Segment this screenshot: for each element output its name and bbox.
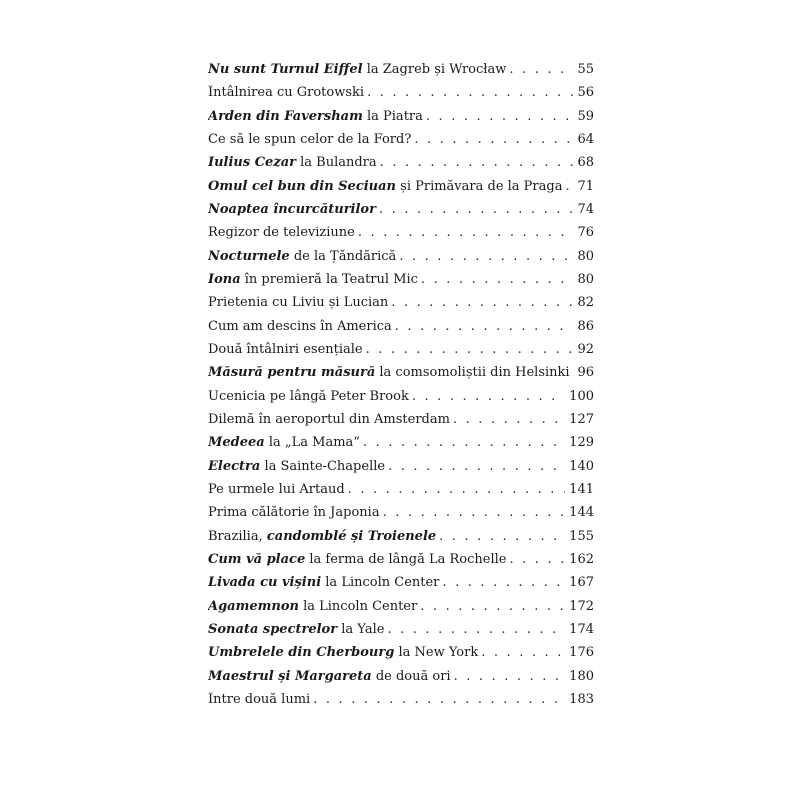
dot-leader xyxy=(573,365,574,380)
toc-entry xyxy=(208,575,594,598)
toc-entry xyxy=(208,319,594,342)
entry-title xyxy=(208,552,506,567)
page-number: 172 xyxy=(569,598,594,614)
dot-leader xyxy=(348,482,566,497)
toc-entry xyxy=(208,365,594,388)
entry-text: la comsomoliștii din Helsinki xyxy=(375,365,570,381)
entry-title xyxy=(208,575,439,590)
page-number: 180 xyxy=(569,668,594,684)
entry-work-title: Maestrul și Margareta xyxy=(208,668,372,684)
entry-title xyxy=(208,202,376,217)
dot-leader xyxy=(453,412,565,427)
toc-entry xyxy=(208,622,594,645)
entry-work-title: Nocturnele xyxy=(208,248,290,264)
dot-leader xyxy=(565,179,573,194)
entry-title xyxy=(208,319,392,334)
toc-entry xyxy=(208,225,594,248)
entry-title xyxy=(208,342,363,357)
dot-leader xyxy=(420,599,565,614)
toc-entry xyxy=(208,692,594,715)
entry-title xyxy=(208,412,450,427)
page-number: 140 xyxy=(569,458,594,474)
entry-title xyxy=(208,225,355,240)
entry-work-title: Omul cel bun din Seciuan xyxy=(208,178,397,194)
entry-work-title: candomblé și Troienele xyxy=(266,528,437,544)
toc-entry xyxy=(208,62,594,85)
entry-text: Dilemă în aeroportul din Amsterdam xyxy=(208,411,450,427)
page-number: 82 xyxy=(577,295,594,311)
entry-text: în premieră la Teatrul Mic xyxy=(240,271,418,287)
entry-text: la Lincoln Center xyxy=(298,598,418,614)
dot-leader xyxy=(439,529,565,544)
toc-entry xyxy=(208,342,594,365)
page-number: 59 xyxy=(577,108,594,124)
entry-text: Ce să le spun celor de la Ford? xyxy=(208,131,412,147)
dot-leader xyxy=(379,202,574,217)
page-number: 74 xyxy=(577,201,594,217)
entry-title xyxy=(208,459,385,474)
entry-work-title: Noaptea încurcăturilor xyxy=(208,201,376,217)
entry-work-title: Agamemnon xyxy=(208,598,299,614)
toc-entry xyxy=(208,179,594,202)
entry-title xyxy=(208,529,436,544)
entry-text: la Lincoln Center xyxy=(321,575,440,591)
table-of-contents xyxy=(208,62,594,715)
entry-text: Cum am descins în America xyxy=(208,318,392,334)
entry-title xyxy=(208,132,411,147)
entry-work-title: Livada cu vișini xyxy=(208,575,322,591)
dot-leader xyxy=(421,272,574,287)
entry-text: la ferma de lângă La Rochelle xyxy=(305,551,507,567)
dot-leader xyxy=(388,459,565,474)
entry-text: Ucenicia pe lângă Peter Brook xyxy=(208,388,409,404)
entry-work-title: Electra xyxy=(208,458,261,474)
toc-entry xyxy=(208,482,594,505)
dot-leader xyxy=(454,669,566,684)
entry-title xyxy=(208,599,417,614)
toc-entry xyxy=(208,599,594,622)
dot-leader xyxy=(387,622,565,637)
toc-entry xyxy=(208,645,594,668)
page-number: 92 xyxy=(577,341,594,357)
page-number: 55 xyxy=(577,62,594,77)
toc-entry xyxy=(208,155,594,178)
entry-title xyxy=(208,692,310,707)
dot-leader xyxy=(313,692,565,707)
entry-title xyxy=(208,295,388,310)
toc-entry xyxy=(208,505,594,528)
entry-text: Brazilia, xyxy=(208,528,267,544)
page-number: 96 xyxy=(577,365,594,381)
entry-text: la Yale xyxy=(337,621,385,637)
dot-leader xyxy=(391,295,573,310)
entry-title xyxy=(208,669,451,684)
page-number: 162 xyxy=(569,551,594,567)
dot-leader xyxy=(509,62,573,77)
entry-title xyxy=(208,109,423,124)
entry-text: la Piatra xyxy=(362,108,423,124)
toc-entry xyxy=(208,669,594,692)
entry-text: la New York xyxy=(394,645,479,661)
entry-work-title: Medeea xyxy=(208,435,265,451)
page-number: 174 xyxy=(569,621,594,637)
entry-title xyxy=(208,155,377,170)
entry-work-title: Arden din Faversham xyxy=(208,108,363,124)
toc-entry xyxy=(208,202,594,225)
entry-text: Regizor de televiziune xyxy=(208,225,355,241)
toc-entry xyxy=(208,132,594,155)
toc-entry xyxy=(208,109,594,132)
dot-leader xyxy=(383,505,566,520)
dot-leader xyxy=(367,85,573,100)
entry-text: la Bulandra xyxy=(295,155,377,171)
entry-work-title: Măsură pentru măsură xyxy=(208,365,376,381)
entry-title xyxy=(208,389,409,404)
toc-entry xyxy=(208,412,594,435)
entry-work-title: Cum vă place xyxy=(208,551,306,567)
toc-entry xyxy=(208,459,594,482)
page-number: 64 xyxy=(577,131,594,147)
dot-leader xyxy=(509,552,565,567)
page-number: 86 xyxy=(577,318,594,334)
entry-title xyxy=(208,435,360,450)
entry-title xyxy=(208,622,384,637)
entry-work-title: Sonata spectrelor xyxy=(208,621,338,637)
dot-leader xyxy=(414,132,573,147)
entry-text: Două întâlniri esențiale xyxy=(208,341,363,357)
entry-title xyxy=(208,482,345,497)
entry-text: Pe urmele lui Artaud xyxy=(208,481,345,497)
entry-title xyxy=(208,505,380,520)
entry-text: și Primăvara de la Praga xyxy=(396,178,563,194)
dot-leader xyxy=(426,109,574,124)
dot-leader xyxy=(358,225,574,240)
toc-entry xyxy=(208,389,594,412)
toc-entry xyxy=(208,529,594,552)
page-number: 167 xyxy=(569,575,594,591)
entry-work-title: Iona xyxy=(208,271,241,287)
dot-leader xyxy=(395,319,574,334)
dot-leader xyxy=(481,645,565,660)
entry-title xyxy=(208,645,478,660)
entry-title xyxy=(208,85,364,100)
dot-leader xyxy=(363,435,565,450)
entry-title xyxy=(208,249,396,264)
page-number: 155 xyxy=(569,528,594,544)
dot-leader xyxy=(442,575,565,590)
dot-leader xyxy=(399,249,573,264)
toc-entry xyxy=(208,552,594,575)
toc-entry xyxy=(208,295,594,318)
page-number: 100 xyxy=(569,388,594,404)
toc-entry xyxy=(208,85,594,108)
dot-leader xyxy=(366,342,574,357)
toc-entry xyxy=(208,249,594,272)
page-number: 68 xyxy=(577,155,594,171)
entry-work-title: Iulius Cezar xyxy=(208,155,296,171)
entry-text: Prima călătorie în Japonia xyxy=(208,505,380,521)
entry-text: la Sainte-Chapelle xyxy=(260,458,386,474)
entry-title xyxy=(208,272,418,287)
dot-leader xyxy=(412,389,565,404)
entry-title xyxy=(208,179,562,194)
entry-work-title: Umbrelele din Cherbourg xyxy=(208,645,395,661)
entry-title xyxy=(208,365,570,380)
dot-leader xyxy=(380,155,574,170)
page-number: 80 xyxy=(577,271,594,287)
page-number: 56 xyxy=(577,85,594,101)
entry-text: Prietenia cu Liviu și Lucian xyxy=(208,295,389,311)
page-number: 127 xyxy=(569,411,594,427)
page-number: 141 xyxy=(569,481,594,497)
page-number: 129 xyxy=(569,435,594,451)
page-number: 183 xyxy=(569,691,594,707)
page-number: 144 xyxy=(569,505,594,521)
toc-entry xyxy=(208,272,594,295)
entry-text: Întâlnirea cu Grotowski xyxy=(208,85,365,101)
page-number: 176 xyxy=(569,645,594,661)
entry-title xyxy=(208,62,506,77)
toc-entry xyxy=(208,435,594,458)
entry-text: la Zagreb și Wrocław xyxy=(362,62,507,77)
page-number: 71 xyxy=(577,178,594,194)
entry-work-title: Nu sunt Turnul Eiffel xyxy=(208,62,363,77)
entry-text: la „La Mama“ xyxy=(264,435,360,451)
entry-text: de la Țăndărică xyxy=(289,248,397,264)
entry-text: Între două lumi xyxy=(208,691,311,707)
entry-text: de două ori xyxy=(371,668,451,684)
page-number: 80 xyxy=(577,248,594,264)
page-number: 76 xyxy=(577,225,594,241)
